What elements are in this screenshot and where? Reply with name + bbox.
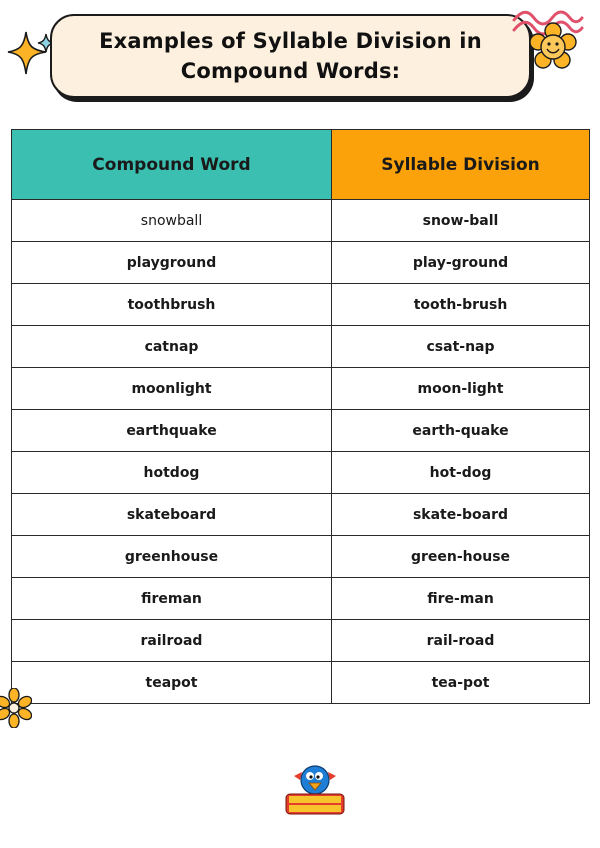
- table-row: [12, 662, 590, 704]
- compound-word-cell: catnap: [12, 326, 332, 368]
- syllable-division-cell: tea-pot: [332, 662, 590, 704]
- page-title-line-2: Compound Words:: [180, 59, 401, 83]
- syllable-division-cell: earth-quake: [332, 410, 590, 452]
- table-row: [12, 494, 590, 536]
- compound-word-cell: teapot: [12, 662, 332, 704]
- syllable-division-cell: skate-board: [332, 494, 590, 536]
- compound-word-cell: hotdog: [12, 452, 332, 494]
- syllable-division-cell: moon-light: [332, 368, 590, 410]
- table-header-row: [12, 130, 590, 200]
- making-english-fun-logo: [282, 762, 348, 816]
- table-row: [12, 578, 590, 620]
- table-row: [12, 620, 590, 662]
- table-row: [12, 368, 590, 410]
- table-row: [12, 242, 590, 284]
- table-row: [12, 452, 590, 494]
- syllable-division-cell: csat-nap: [332, 326, 590, 368]
- header-compound-word: Compound Word: [12, 130, 332, 200]
- title-card: [50, 14, 531, 98]
- table-row: [12, 284, 590, 326]
- compound-word-cell: skateboard: [12, 494, 332, 536]
- syllable-division-cell: tooth-brush: [332, 284, 590, 326]
- table-row: [12, 200, 590, 242]
- syllable-division-cell: hot-dog: [332, 452, 590, 494]
- compound-word-cell: playground: [12, 242, 332, 284]
- compound-word-cell: snowball: [12, 200, 332, 242]
- compound-word-cell: moonlight: [12, 368, 332, 410]
- table-row: [12, 536, 590, 578]
- page-title-line-1: Examples of Syllable Division in: [99, 29, 482, 53]
- syllable-division-cell: play-ground: [332, 242, 590, 284]
- compound-word-cell: earthquake: [12, 410, 332, 452]
- syllable-division-cell: fire-man: [332, 578, 590, 620]
- sparkle-icon: [6, 30, 56, 76]
- syllable-division-cell: rail-road: [332, 620, 590, 662]
- table-row: [12, 410, 590, 452]
- table-row: [12, 326, 590, 368]
- syllable-division-cell: green-house: [332, 536, 590, 578]
- syllable-division-table: [11, 129, 590, 704]
- syllable-division-cell: snow-ball: [332, 200, 590, 242]
- compound-word-cell: greenhouse: [12, 536, 332, 578]
- compound-word-cell: toothbrush: [12, 284, 332, 326]
- compound-word-cell: fireman: [12, 578, 332, 620]
- compound-word-cell: railroad: [12, 620, 332, 662]
- header-syllable-division: Syllable Division: [332, 130, 590, 200]
- smiley-flower-icon: [528, 22, 578, 70]
- flower-icon: [0, 688, 32, 728]
